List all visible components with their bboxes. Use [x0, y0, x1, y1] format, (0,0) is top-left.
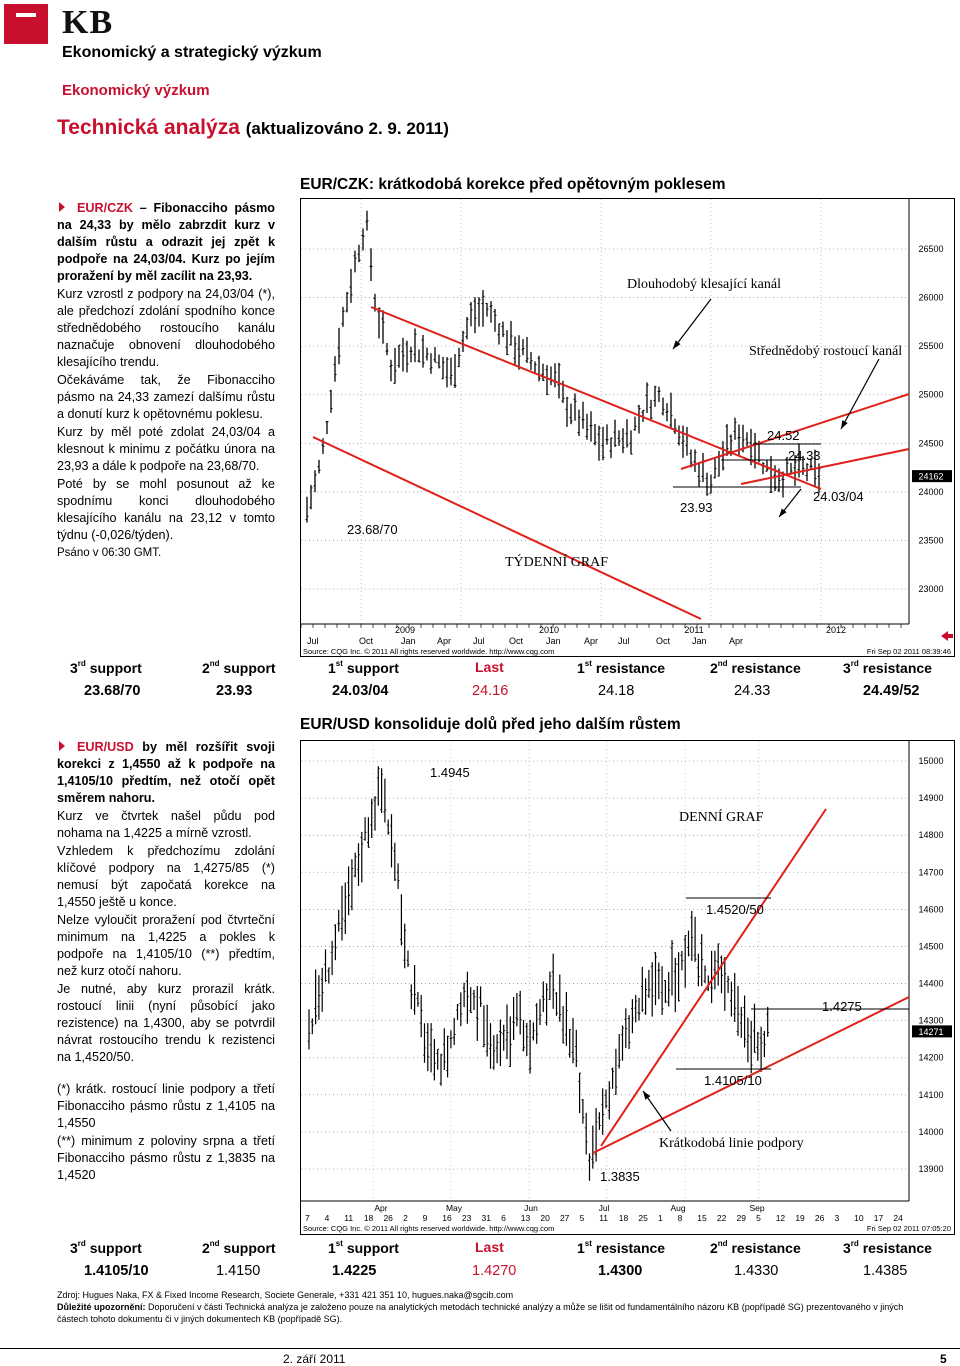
eurusd-paragraph-2: Vzhledem k předchozímu zdolání klíčové podpory na 1,4275/85 (*) nemusí být započatá korekce na 1,4550 ještě u konce.: [57, 844, 275, 909]
price-tick-label: 24000: [918, 486, 944, 497]
levels-value-5: 1.4300: [598, 1263, 643, 1279]
eurusd-lead-pair: EUR/USD: [77, 740, 134, 754]
day-label: 9: [422, 1213, 428, 1223]
month-label: Jan: [401, 636, 416, 646]
eurczk-paragraph-1: Kurz vzrostl z podpory na 24,03/04 (*), ale předchozí zdolání spodního konce střednědobého rostoucího kanálu naznačuje obnovení dlouhodobého klesajícího trendu.: [57, 287, 275, 369]
levels-header-6: 2nd resistance: [710, 659, 801, 676]
levels-header-4: Last: [475, 659, 504, 675]
copyright-text: Source: CQG Inc. © 2011 All rights reserved worldwide. http://www.cqg.com: [303, 647, 555, 656]
year-label: 2012: [825, 625, 847, 635]
month-label: Apr: [584, 636, 599, 646]
price-tick-label: 14200: [918, 1052, 944, 1063]
eurusd-note-1: (*) krátk. rostoucí linie podpory a třetí Fibonacciho pásmo růstu z 1,4105 na 1,4550: [57, 1082, 275, 1130]
levels-value-5: 24.18: [598, 683, 635, 699]
price-tick-label: 14700: [918, 867, 944, 878]
eurczk-paragraph-4: Poté by se mohl posunout až ke spodnímu konci dlouhodobého klesajícího kanálu na 23,12 v tomto týdnu (-0,026/týden).: [57, 477, 275, 542]
day-label: 15: [697, 1213, 707, 1223]
eurczk-lead-text: – Fibonacciho pásmo na 24,33 by mělo zabrzdit kurz v dalším růstu a odrazit jej zpět k podpoře na 24,03/04. Kurz po jejím proražení by měl zacílit na 23,93.: [57, 201, 275, 283]
day-label: 17: [873, 1213, 884, 1223]
day-label: 16: [442, 1213, 452, 1223]
eurczk-paragraph-2: Očekáváme tak, že Fibonacciho pásmo na 24,33 zamezí dalšímu růstu a donutí kurz k opětovnému poklesu.: [57, 373, 275, 421]
eurusd-paragraph-4: Je nutné, aby kurz prorazil krátk. rostoucí linii (nyní působící jako rezistence) na 1,4300, aby se potvrdil návrat rostoucího trendu k rezistenci na 1,4520/50.: [57, 982, 275, 1064]
arrow-short-line-head: [643, 1091, 650, 1100]
short-line-label: Krátkodobá linie podpory: [659, 1136, 804, 1151]
level-label-2433: 24.33: [788, 448, 821, 463]
day-label: 27: [559, 1213, 570, 1223]
eurusd-note-2: (**) minimum z poloviny srpna a třetí Fibonacciho pásmo růstu z 1,3835 na 1,4520: [57, 1134, 275, 1182]
level-label-2368: 23.68/70: [347, 522, 398, 537]
mid-channel-label: Střednědobý rostoucí kanál: [749, 344, 903, 359]
arrow-mid-channel-head: [841, 420, 848, 429]
day-label: 7: [305, 1213, 310, 1223]
price-tick-label: 14500: [918, 941, 944, 952]
levels-value-6: 1.4330: [734, 1263, 779, 1279]
eurusd-lead-text: by měl rozšířit svoji korekci z 1,4550 až k podpoře na 1,4105/10 předtím, než otočí opět směrem nahoru.: [57, 740, 275, 805]
day-label: 25: [638, 1213, 648, 1223]
notice-text: Doporučení v části Technická analýza je založeno pouze na analytických metodách technické analýzy a může se lišit od fundamentálního názoru KB (popřípadě SG) prezentovaného v jiných částech tohoto dokumentu či v jiných dokumentech KB (popřípadě SG).: [57, 1302, 904, 1324]
day-label: 4: [324, 1213, 330, 1223]
price-tick-label: 26000: [918, 292, 944, 303]
price-tick-label: 14300: [918, 1015, 944, 1026]
month-label: Apr: [437, 636, 452, 646]
eurusd-chart-title: EUR/USD konsoliduje dolů před jeho dalším růstem: [300, 716, 681, 733]
levels-value-3: 24.03/04: [332, 683, 389, 699]
levels-header-3: 1st support: [328, 1239, 399, 1256]
bullet-icon: [59, 202, 65, 212]
levels-header-2: 2nd support: [202, 659, 276, 676]
day-label: 3: [834, 1213, 840, 1223]
day-label: 6: [501, 1213, 506, 1223]
month-label: Apr: [729, 636, 744, 646]
footer-date: 2. září 2011: [283, 1352, 346, 1366]
price-tick-label: 23000: [918, 584, 944, 594]
footer-divider: [0, 1348, 960, 1349]
day-label: 18: [363, 1213, 374, 1223]
sources-block: [57, 1289, 917, 1325]
arrow-long-channel: [673, 299, 711, 349]
price-tick-label: 14800: [918, 830, 944, 841]
copyright-text: Source: CQG Inc. © 2011 All rights reserved worldwide. http://www.cqg.com: [303, 1224, 555, 1233]
arrow-mid-channel: [841, 359, 879, 429]
long-channel-label: Dlouhodobý klesající kanál: [627, 277, 781, 292]
year-label: 2009: [394, 625, 416, 635]
month-label: Aug: [670, 1203, 686, 1213]
levels-value-4: 24.16: [472, 683, 509, 699]
eurusd-paragraph-1: Kurz ve čtvrtek našel půdu pod nohama na 1,4225 a mírně vzrostl.: [57, 809, 275, 840]
day-label: 18: [618, 1213, 629, 1223]
kb-logo-text: KB: [62, 4, 114, 41]
month-label: Jun: [524, 1203, 538, 1213]
daily-chart-label: DENNÍ GRAF: [679, 810, 764, 825]
eurczk-levels-table: [70, 659, 950, 705]
day-label: 1: [658, 1213, 663, 1223]
price-tick-label: 25500: [918, 341, 944, 352]
price-tick-label: 13900: [918, 1164, 944, 1174]
levels-header-1: 3rd support: [70, 1239, 142, 1256]
price-tick-label: 14600: [918, 904, 944, 915]
year-label: 2011: [684, 625, 704, 635]
month-label: Oct: [509, 636, 524, 646]
level-label-14520: 1.4520/50: [706, 902, 764, 917]
kb-logo-mark: [4, 4, 48, 44]
month-label: Sep: [749, 1203, 765, 1213]
title-main: Technická analýza: [57, 116, 240, 139]
month-label: May: [445, 1203, 463, 1213]
day-label: 24: [893, 1213, 903, 1223]
day-label: 8: [677, 1213, 683, 1223]
arrow-long-channel-head: [673, 340, 681, 349]
eurusd-daily-chart: [300, 740, 955, 1235]
levels-header-6: 2nd resistance: [710, 1239, 801, 1256]
levels-value-6: 24.33: [734, 683, 771, 699]
long-channel-upper-line: [371, 307, 821, 489]
day-label: 5: [756, 1213, 761, 1223]
levels-header-7: 3rd resistance: [843, 1239, 932, 1256]
levels-value-3: 1.4225: [332, 1263, 377, 1279]
month-label: Jan: [546, 636, 561, 646]
day-label: 20: [540, 1213, 550, 1223]
levels-header-5: 1st resistance: [577, 1239, 666, 1256]
price-tick-label: 14000: [918, 1126, 944, 1137]
eurczk-chart-title: EUR/CZK: krátkodobá korekce před opětovným poklesem: [300, 176, 726, 193]
month-label: Jan: [692, 636, 707, 646]
last-price-label: 14271: [918, 1026, 944, 1037]
price-tick-label: 15000: [918, 756, 944, 766]
short-term-support-line: [601, 809, 826, 1146]
eurczk-paragraph-3: Kurz by měl poté zdolat 24,03/04 a klesnout k minimu z počátku února na 23,93 a dále k podpoře na 23,68/70.: [57, 425, 275, 473]
month-label: Apr: [374, 1203, 388, 1213]
levels-value-7: 1.4385: [863, 1263, 908, 1279]
eurczk-weekly-chart: [300, 198, 955, 657]
day-label: 2: [403, 1213, 408, 1223]
notice-label: Důležité upozornění:: [57, 1302, 146, 1312]
month-label: Jul: [618, 636, 630, 646]
level-label-2452: 24.52: [767, 428, 800, 443]
level-label-14945: 1.4945: [430, 765, 470, 780]
timestamp-text: Fri Sep 02 2011 08:39:46: [866, 647, 951, 656]
levels-value-4: 1.4270: [472, 1263, 517, 1279]
last-price-label: 24162: [918, 471, 944, 482]
price-tick-label: 23500: [918, 535, 944, 546]
eurczk-lead-pair: EUR/CZK: [77, 201, 133, 215]
levels-value-1: 23.68/70: [84, 683, 141, 699]
page-number: 5: [940, 1352, 947, 1366]
weekly-chart-label: TÝDENNÍ GRAF: [505, 555, 609, 570]
day-label: 11: [599, 1213, 609, 1223]
levels-header-5: 1st resistance: [577, 659, 666, 676]
price-tick-label: 26500: [918, 244, 944, 254]
arrow-2403-head: [779, 508, 787, 517]
year-label: 2010: [538, 625, 560, 635]
level-label-2393: 23.93: [680, 500, 713, 515]
eurusd-levels-table: [70, 1239, 950, 1285]
day-label: 10: [854, 1213, 864, 1223]
eurusd-paragraph-3: Nelze vyloučit proražení pod čtvrteční minimum na 1,4225 a pokles k podpoře na 1,4105/10 (**) předtím, než kurz otočí nahoru.: [57, 913, 275, 978]
month-label: Jul: [473, 636, 485, 646]
levels-header-4: Last: [475, 1239, 504, 1255]
price-tick-label: 25000: [918, 389, 944, 400]
level-label-13835: 1.3835: [600, 1169, 640, 1184]
levels-value-1: 1.4105/10: [84, 1263, 149, 1279]
timestamp-text: Fri Sep 02 2011 07:05:20: [866, 1224, 951, 1233]
levels-header-2: 2nd support: [202, 1239, 276, 1256]
day-label: 5: [579, 1213, 585, 1223]
day-label: 12: [775, 1213, 786, 1223]
level-label-14275: 1.4275: [822, 999, 862, 1014]
day-label: 29: [736, 1213, 746, 1223]
month-label: Oct: [359, 636, 374, 646]
day-label: 19: [795, 1213, 805, 1223]
day-label: 23: [461, 1213, 472, 1223]
day-label: 26: [383, 1213, 393, 1223]
day-label: 13: [520, 1213, 531, 1223]
levels-header-7: 3rd resistance: [843, 659, 932, 676]
level-label-14105: 1.4105/10: [704, 1073, 762, 1088]
department-title: Ekonomický a strategický výzkum: [62, 44, 322, 61]
section-title: Ekonomický výzkum: [62, 82, 210, 99]
levels-value-7: 24.49/52: [863, 683, 920, 699]
month-label: Jul: [307, 636, 319, 646]
month-label: Jul: [598, 1203, 610, 1213]
price-tick-label: 14900: [918, 793, 944, 804]
levels-header-3: 1st support: [328, 659, 399, 676]
bullet-icon: [59, 741, 65, 751]
day-label: 26: [814, 1213, 825, 1223]
price-tick-label: 24500: [918, 438, 944, 449]
day-label: 22: [716, 1213, 727, 1223]
day-label: 11: [344, 1213, 354, 1223]
page-title: [57, 116, 449, 140]
eurusd-commentary: [57, 739, 275, 1185]
eurczk-commentary: [57, 200, 275, 563]
levels-value-2: 23.93: [216, 683, 253, 699]
level-label-2403: 24.03/04: [813, 489, 864, 504]
title-suffix: (aktualizováno 2. 9. 2011): [245, 119, 449, 138]
levels-value-2: 1.4150: [216, 1263, 261, 1279]
day-label: 31: [481, 1213, 491, 1223]
scroll-arrow-icon: [941, 631, 953, 641]
month-label: Oct: [656, 636, 671, 646]
price-tick-label: 14100: [918, 1089, 944, 1100]
price-tick-label: 14400: [918, 978, 944, 989]
levels-header-1: 3rd support: [70, 659, 142, 676]
written-time: Psáno v 06:30 GMT.: [57, 547, 162, 559]
sources-line: Zdroj: Hugues Naka, FX & Fixed Income Research, Societe Generale, +331 421 351 10, hugues.naka@sgcib.com: [57, 1290, 514, 1300]
